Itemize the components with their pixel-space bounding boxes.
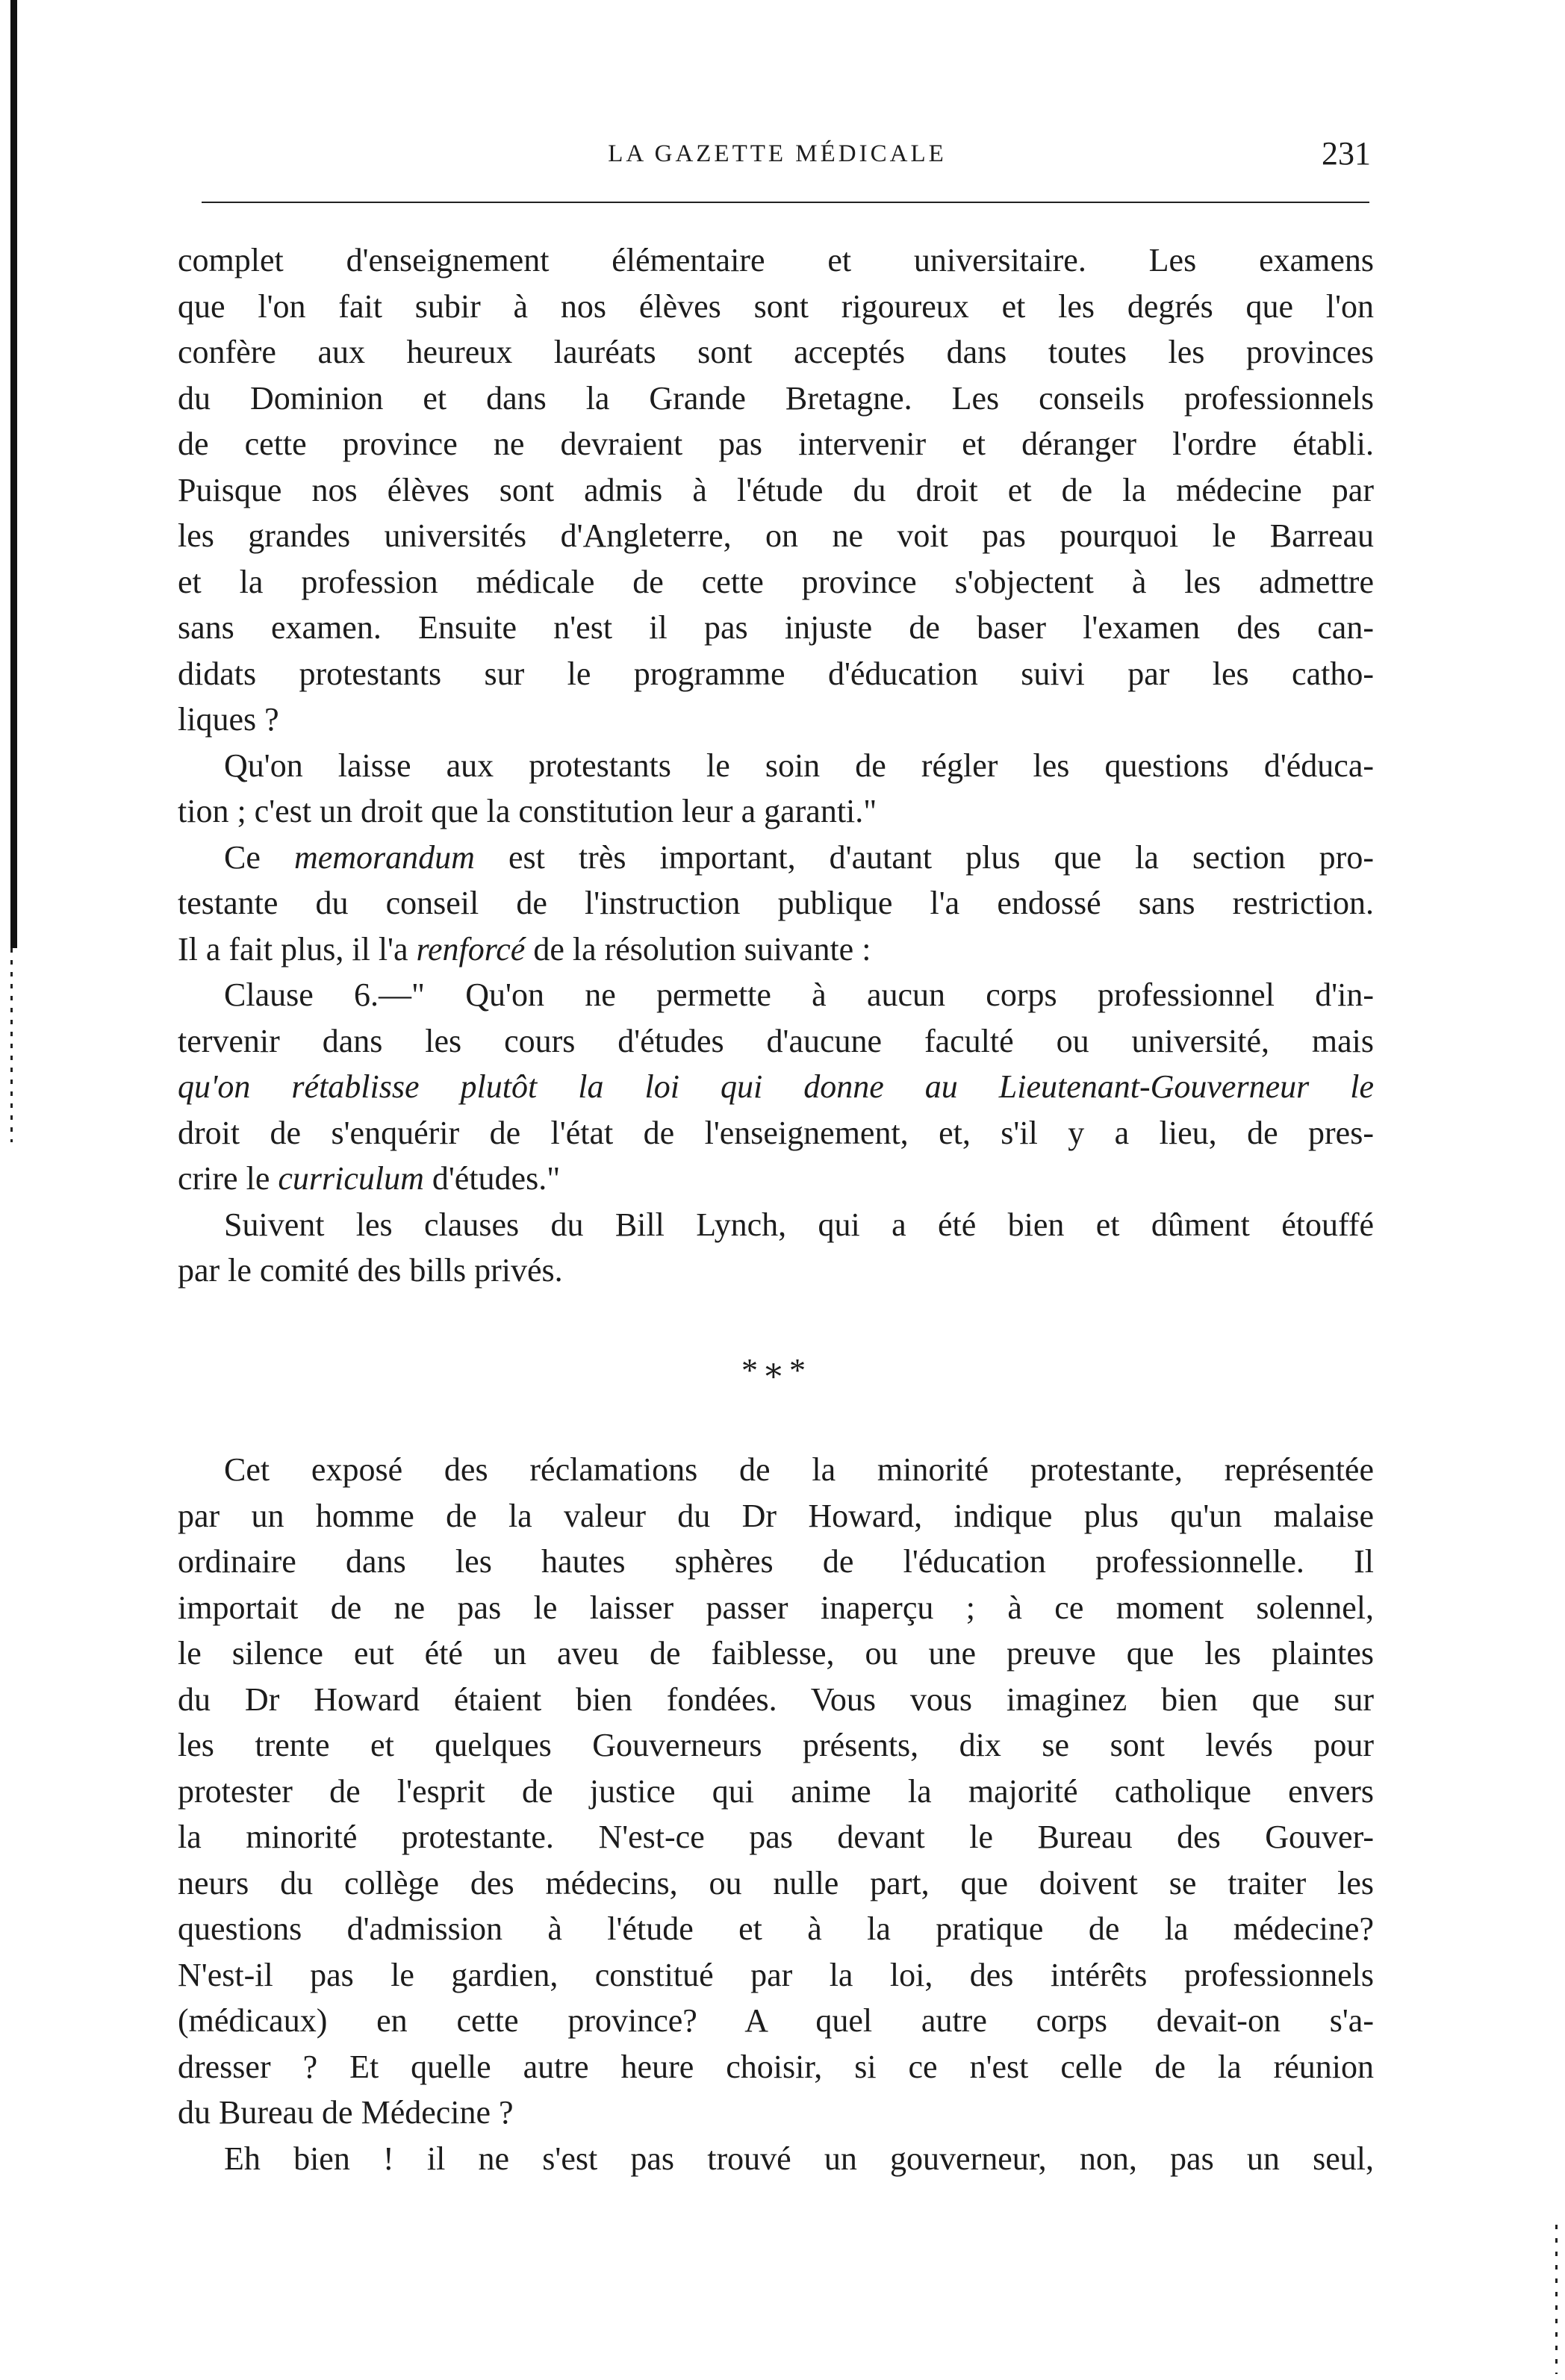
paragraph bbox=[178, 2136, 1374, 2182]
header-rule bbox=[202, 202, 1369, 203]
italic-term: memorandum bbox=[293, 838, 475, 876]
text-line: par un homme de la valeur du Dr Howard, indique plus qu'un malaise bbox=[178, 1497, 1374, 1534]
page-number: 231 bbox=[1322, 135, 1371, 172]
text-run: crire le bbox=[178, 1160, 279, 1197]
text-line bbox=[178, 835, 1374, 881]
text-line: le silence eut été un aveu de faiblesse, ou une preuve que les plaintes bbox=[178, 1635, 1374, 1672]
page-body bbox=[178, 237, 1374, 2181]
spacer bbox=[178, 1294, 1374, 1348]
text-line: Cet exposé des réclamations de la minorité protestante, représentée bbox=[224, 1451, 1374, 1488]
text-run: de la résolution suivante : bbox=[525, 930, 871, 968]
text-line: tervenir dans les cours d'études d'aucune faculté ou université, mais bbox=[178, 1022, 1374, 1059]
text-line: par le comité des bills privés. bbox=[178, 1252, 563, 1289]
text-run: Il a fait plus, il l'a bbox=[178, 930, 417, 968]
binding-marks bbox=[10, 948, 13, 1142]
text-line: et la profession médicale de cette province s'objectent à les admettre bbox=[178, 563, 1374, 600]
text-line: importait de ne pas le laisser passer inaperçu ; à ce moment solennel, bbox=[178, 1589, 1374, 1626]
text-run: d'études." bbox=[423, 1160, 561, 1197]
text-line: droit de s'enquérir de l'état de l'enseignement, et, s'il y a lieu, de pres- bbox=[178, 1114, 1374, 1151]
section-separator: *∗* bbox=[741, 1351, 810, 1389]
paragraph bbox=[178, 743, 1374, 835]
paragraph bbox=[178, 237, 1374, 743]
text-line: Suivent les clauses du Bill Lynch, qui a été bien et dûment étouffé bbox=[224, 1206, 1374, 1243]
text-line: Puisque nos élèves sont admis à l'étude du droit et de la médecine par bbox=[178, 471, 1374, 508]
text-line: du Dr Howard étaient bien fondées. Vous vous imaginez bien que sur bbox=[178, 1680, 1374, 1718]
italic-term: curriculum bbox=[278, 1160, 424, 1197]
paragraph bbox=[178, 1202, 1374, 1294]
text-line: tion ; c'est un droit que la constitution leur a garanti." bbox=[178, 793, 877, 829]
text-line: ordinaire dans les hautes sphères de l'éducation professionnelle. Il bbox=[178, 1543, 1374, 1580]
text-line: complet d'enseignement élémentaire et universitaire. Les examens bbox=[178, 242, 1374, 278]
text-run: Ce bbox=[224, 838, 294, 876]
text-line: Qu'on laisse aux protestants le soin de régler les questions d'éduca- bbox=[224, 747, 1374, 784]
text-line: (médicaux) en cette province? A quel autre corps devait-on s'a- bbox=[178, 2002, 1374, 2039]
text-line: protester de l'esprit de justice qui anime la majorité catholique envers bbox=[178, 1772, 1374, 1810]
text-line: questions d'admission à l'étude et à la pratique de la médecine? bbox=[178, 1910, 1374, 1947]
text-line: du Bureau de Médecine ? bbox=[178, 2094, 514, 2131]
text-line: les grandes universités d'Angleterre, on ne voit pas pourquoi le Barreau bbox=[178, 517, 1374, 554]
text-line bbox=[178, 1156, 1374, 1202]
paragraph bbox=[178, 972, 1374, 1202]
text-line: dresser ? Et quelle autre heure choisir, si ce n'est celle de la réunion bbox=[178, 2048, 1374, 2085]
text-line: du Dominion et dans la Grande Bretagne. Les conseils professionnels bbox=[178, 379, 1374, 417]
text-line: que l'on fait subir à nos élèves sont rigoureux et les degrés que l'on bbox=[178, 287, 1374, 325]
text-line: N'est-il pas le gardien, constitué par la loi, des intérêts professionnels bbox=[178, 1956, 1374, 1993]
binding-edge bbox=[10, 0, 17, 948]
text-line: la minorité protestante. N'est-ce pas devant le Bureau des Gouver- bbox=[178, 1819, 1374, 1855]
text-line: testante du conseil de l'instruction publique l'a endossé sans restriction. bbox=[178, 885, 1374, 921]
text-line: Eh bien ! il ne s'est pas trouvé un gouverneur, non, pas un seul, bbox=[224, 2140, 1374, 2177]
text-line: confère aux heureux lauréats sont acceptés dans toutes les provinces bbox=[178, 334, 1374, 370]
text-line: qu'on rétablisse plutôt la loi qui donne au Lieutenant-Gouverneur le bbox=[178, 1068, 1374, 1105]
spacer bbox=[178, 1393, 1374, 1447]
text-line: didats protestants sur le programme d'éducation suivi par les catho- bbox=[178, 655, 1374, 692]
text-line: sans examen. Ensuite n'est il pas injuste de baser l'examen des can- bbox=[178, 609, 1374, 646]
text-run: est très important, d'autant plus que la section pro- bbox=[474, 838, 1374, 876]
text-line: liques ? bbox=[178, 701, 279, 738]
text-line: de cette province ne devraient pas intervenir et déranger l'ordre établi. bbox=[178, 426, 1374, 462]
italic-term: renforcé bbox=[416, 930, 526, 968]
page-header bbox=[184, 133, 1371, 175]
margin-marks bbox=[1555, 2225, 1558, 2374]
paragraph bbox=[178, 1447, 1374, 2136]
running-title: LA GAZETTE MÉDICALE bbox=[608, 140, 947, 167]
text-line: neurs du collège des médecins, ou nulle part, que doivent se traiter les bbox=[178, 1864, 1374, 1901]
text-line bbox=[178, 926, 1374, 973]
text-line: Clause 6.—" Qu'on ne permette à aucun corps professionnel d'in- bbox=[224, 976, 1374, 1013]
paragraph bbox=[178, 835, 1374, 973]
text-line: les trente et quelques Gouverneurs présents, dix se sont levés pour bbox=[178, 1727, 1374, 1763]
